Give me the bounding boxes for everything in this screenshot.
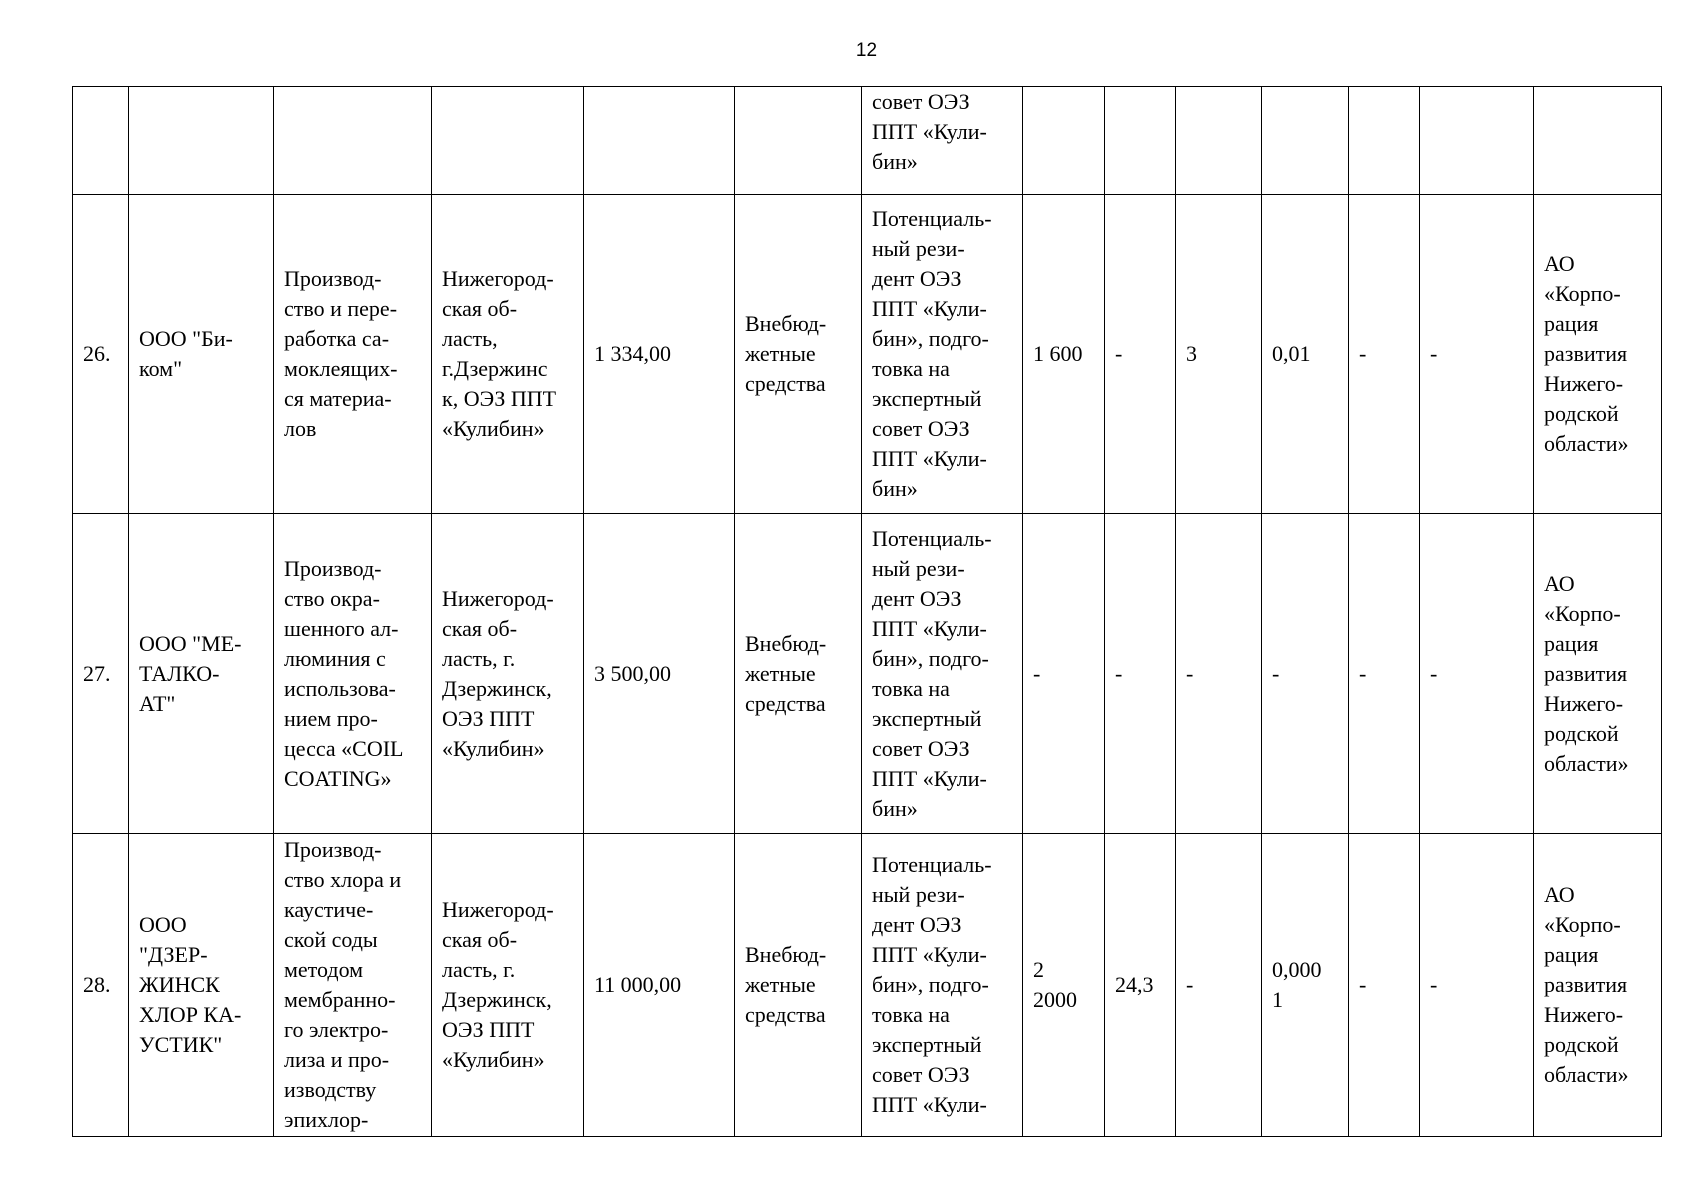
cell-company xyxy=(129,87,274,195)
cell-responsible: АО «Корпо- рация развития Нижего- родской области» xyxy=(1534,195,1662,514)
cell-source xyxy=(735,87,862,195)
cell-location: Нижегород- ская об- ласть, г. Дзержинск, ОЭЗ ППТ «Кулибин» xyxy=(432,514,584,834)
cell-col13: - xyxy=(1420,514,1534,834)
cell-amount xyxy=(584,87,735,195)
cell-col12 xyxy=(1349,87,1420,195)
cell-activity: Производ- ство окра- шенного ал- люминия с использова- нием про- цесса «COIL COATING» xyxy=(274,514,432,834)
cell-responsible: АО «Корпо- рация развития Нижего- родской области» xyxy=(1534,514,1662,834)
cell-col11: 0,01 xyxy=(1262,195,1349,514)
cell-company: ООО "Би- ком" xyxy=(129,195,274,514)
cell-col9: 24,3 xyxy=(1105,834,1176,1137)
table-row xyxy=(73,195,1662,514)
cell-col11: - xyxy=(1262,514,1349,834)
cell-col12: - xyxy=(1349,514,1420,834)
cell-col10: - xyxy=(1176,834,1262,1137)
cell-col9: - xyxy=(1105,195,1176,514)
cell-col10: 3 xyxy=(1176,195,1262,514)
cell-status: совет ОЭЗ ППТ «Кули- бин» xyxy=(862,87,1023,195)
cell-responsible xyxy=(1534,87,1662,195)
cell-activity: Производ- ство хлора и каустиче- ской соды методом мембранно- го электро- лиза и про- изводству эпихлор- xyxy=(274,834,432,1137)
cell-amount: 11 000,00 xyxy=(584,834,735,1137)
cell-num: 26. xyxy=(73,195,129,514)
cell-responsible: АО «Корпо- рация развития Нижего- родской области» xyxy=(1534,834,1662,1137)
cell-status: Потенциаль- ный рези- дент ОЭЗ ППТ «Кули- бин», подго- товка на экспертный совет ОЭЗ ППТ «Кули- бин» xyxy=(862,195,1023,514)
cell-num: 27. xyxy=(73,514,129,834)
cell-source: Внебюд- жетные средства xyxy=(735,514,862,834)
cell-num: 28. xyxy=(73,834,129,1137)
cell-col11 xyxy=(1262,87,1349,195)
cell-col8 xyxy=(1023,87,1105,195)
cell-location: Нижегород- ская об- ласть, г. Дзержинск, ОЭЗ ППТ «Кулибин» xyxy=(432,834,584,1137)
cell-col13: - xyxy=(1420,834,1534,1137)
cell-company: ООО "ДЗЕР- ЖИНСК ХЛОР КА- УСТИК" xyxy=(129,834,274,1137)
cell-col8: - xyxy=(1023,514,1105,834)
table-row xyxy=(73,834,1662,1137)
cell-col10 xyxy=(1176,87,1262,195)
cell-amount: 1 334,00 xyxy=(584,195,735,514)
projects-table xyxy=(72,86,1662,1137)
cell-source: Внебюд- жетные средства xyxy=(735,834,862,1137)
cell-col8: 1 600 xyxy=(1023,195,1105,514)
cell-col10: - xyxy=(1176,514,1262,834)
cell-source: Внебюд- жетные средства xyxy=(735,195,862,514)
cell-col11: 0,000 1 xyxy=(1262,834,1349,1137)
cell-activity: Производ- ство и пере- работка са- моклеящих- ся материа- лов xyxy=(274,195,432,514)
cell-activity xyxy=(274,87,432,195)
cell-col12: - xyxy=(1349,195,1420,514)
cell-col12: - xyxy=(1349,834,1420,1137)
cell-status: Потенциаль- ный рези- дент ОЭЗ ППТ «Кули- бин», подго- товка на экспертный совет ОЭЗ ППТ «Кули- бин» xyxy=(862,514,1023,834)
cell-col13 xyxy=(1420,87,1534,195)
cell-company: ООО "МЕ- ТАЛКО- АТ" xyxy=(129,514,274,834)
cell-col9 xyxy=(1105,87,1176,195)
cell-location xyxy=(432,87,584,195)
cell-amount: 3 500,00 xyxy=(584,514,735,834)
table-row xyxy=(73,514,1662,834)
cell-col13: - xyxy=(1420,195,1534,514)
cell-num xyxy=(73,87,129,195)
cell-col9: - xyxy=(1105,514,1176,834)
table-row-continuation xyxy=(73,87,1662,195)
cell-col8: 2 2000 xyxy=(1023,834,1105,1137)
page-number: 12 xyxy=(855,40,878,61)
cell-status: Потенциаль- ный рези- дент ОЭЗ ППТ «Кули- бин», подго- товка на экспертный совет ОЭЗ ППТ «Кули- xyxy=(862,834,1023,1137)
cell-location: Нижегород- ская об- ласть, г.Дзержинс к, ОЭЗ ППТ «Кулибин» xyxy=(432,195,584,514)
